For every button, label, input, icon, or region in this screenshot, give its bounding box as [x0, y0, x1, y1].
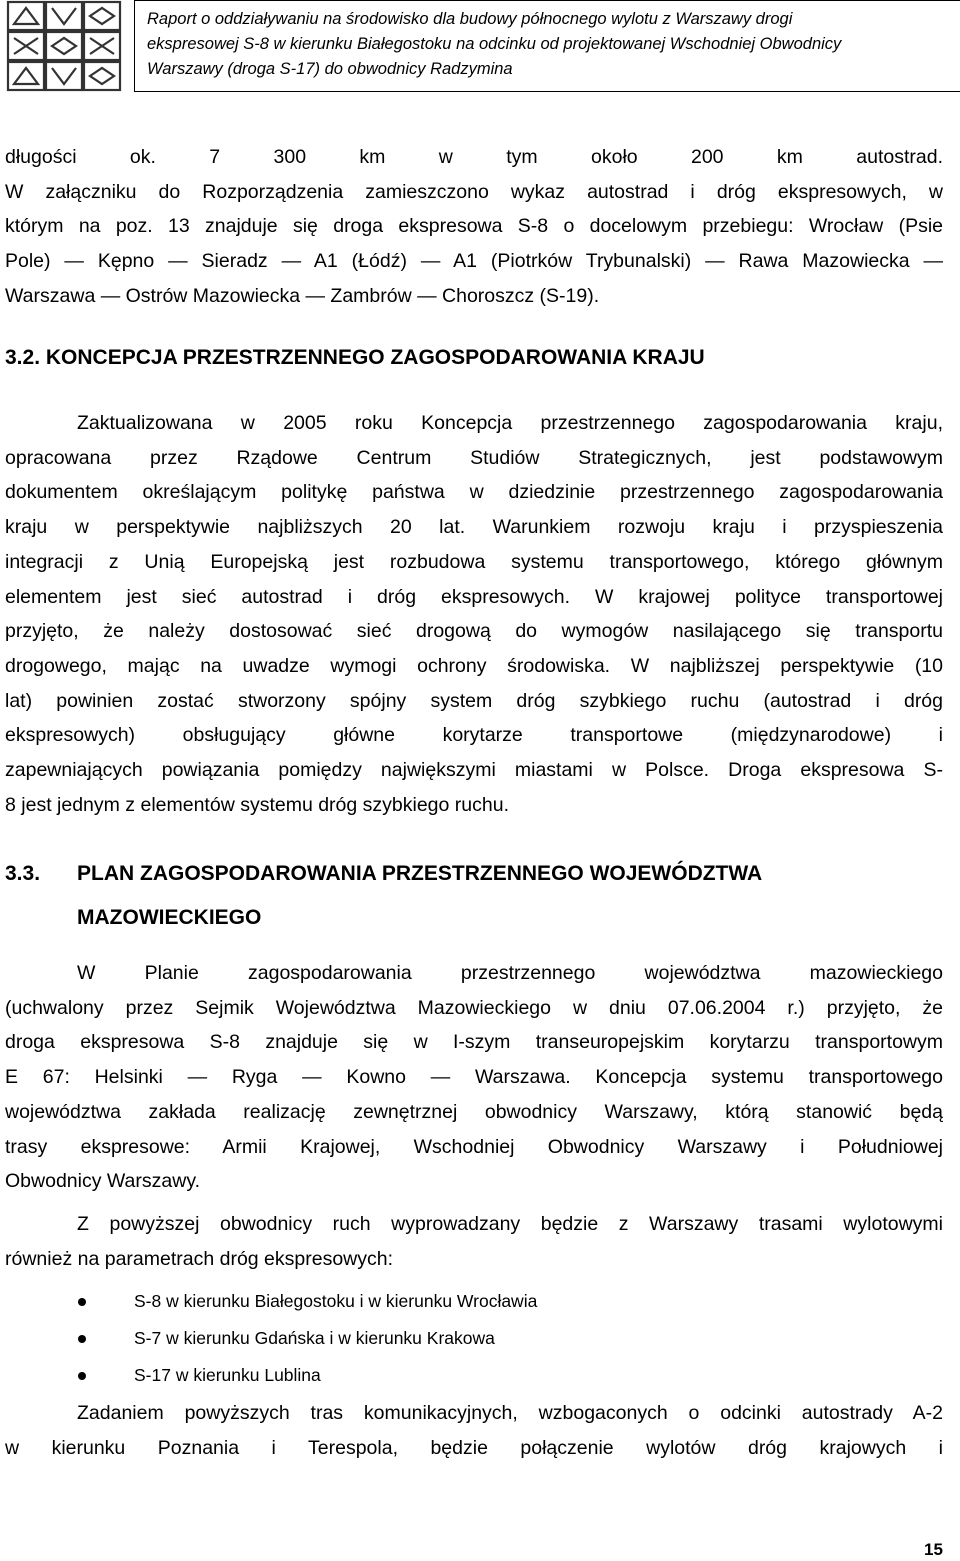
text-line: W Planie zagospodarowania przestrzennego województwa mazowieckiego: [77, 962, 943, 984]
text-line: lat) powinien zostać stworzony spójny system dróg szybkiego ruchu (autostrad i dróg: [5, 689, 943, 712]
text-line: Warszawa — Ostrów Mazowiecka — Zambrów — Choroszcz (S-19).: [5, 284, 600, 307]
text-line: opracowana przez Rządowe Centrum Studiów Strategicznych, jest podstawowym: [5, 446, 943, 469]
report-title-line-3: Warszawy (droga S-17) do obwodnicy Radzymina: [147, 60, 513, 78]
list-item-text: S-7 w kierunku Gdańska i w kierunku Krakowa: [134, 1328, 495, 1348]
text-line: Obwodnicy Warszawy.: [5, 1170, 201, 1193]
text-line: w kierunku Poznania i Terespola, będzie połączenie wylotów dróg krajowych i: [5, 1436, 943, 1459]
bullet-icon: [78, 1298, 86, 1306]
text-line: długości ok. 7 300 km w tym około 200 km autostrad.: [5, 146, 943, 168]
list-item: [76, 1357, 776, 1394]
text-line: dokumentem określającym politykę państwa w dziedzinie przestrzennego zagospodarowania: [5, 481, 943, 504]
page-number: 15: [924, 1540, 943, 1559]
report-title-box: [134, 0, 960, 92]
text-line: drogowego, mając na uwadze wymogi ochrony środowiska. W najbliższej perspektywie (10: [5, 654, 943, 677]
bullet-icon: [78, 1372, 86, 1380]
section-heading-3-2: [5, 346, 705, 370]
list-item: [76, 1320, 776, 1357]
text-line: również na parametrach dróg ekspresowych:: [5, 1247, 394, 1270]
text-line: przyjęto, że należy dostosować sieć drogową do wymogów nasilającego się transportu: [5, 620, 943, 643]
text-line: zapewniających powiązania pomiędzy największymi miastami w Polsce. Droga ekspresowa S-: [5, 759, 943, 782]
section-3-3-paragraph-3: [5, 1396, 943, 1465]
logo: [6, 0, 122, 92]
text-line: integracji z Unią Europejską jest rozbudowa systemu transportowego, którego głównym: [5, 550, 943, 573]
text-line: trasy ekspresowe: Armii Krajowej, Wschodniej Obwodnicy Warszawy i Południowej: [5, 1135, 943, 1158]
text-line: droga ekspresowa S-8 znajduje się w I-szym transeuropejskim korytarzu transportowym: [5, 1031, 943, 1054]
text-line: elementem jest sieć autostrad i dróg ekspresowych. W krajowej polityce transportowej: [5, 585, 943, 608]
text-line: Zaktualizowana w 2005 roku Koncepcja przestrzennego zagospodarowania kraju,: [77, 412, 943, 434]
section-number: 3.3.: [5, 862, 41, 885]
list-item: [76, 1283, 776, 1320]
bullet-icon: [78, 1335, 86, 1343]
text-line: (uchwalony przez Sejmik Województwa Mazowieckiego w dniu 07.06.2004 r.) przyjęto, że: [5, 996, 943, 1019]
text-line: ekspresowych) obsługujący główne korytarze transportowe (międzynarodowe) i: [5, 724, 943, 747]
text-line: W załączniku do Rozporządzenia zamieszczono wykaz autostrad i dróg ekspresowych, w: [5, 180, 943, 203]
bullet-list: [76, 1283, 776, 1394]
logo-icon: [6, 0, 122, 92]
section-title: KONCEPCJA PRZESTRZENNEGO ZAGOSPODAROWANIA KRAJU: [45, 346, 705, 369]
report-title-line-1: Raport o oddziaływaniu na środowisko dla budowy północnego wylotu z Warszawy drogi: [147, 10, 793, 28]
section-title-line-2: MAZOWIECKIEGO: [77, 906, 262, 929]
report-title-line-2: ekspresowej S-8 w kierunku Białegostoku na odcinku od projektowanej Wschodniej Obwodnicy: [147, 35, 842, 53]
section-title-line-1: PLAN ZAGOSPODAROWANIA PRZESTRZENNEGO WOJEWÓDZTWA: [77, 862, 763, 885]
text-line: województwa zakłada realizację zewnętrznej obwodnicy Warszawy, którą stanowić będą: [5, 1100, 943, 1123]
section-heading-3-3: [5, 852, 762, 940]
section-3-3-paragraph-2: [5, 1207, 943, 1276]
text-line: 8 jest jednym z elementów systemu dróg szybkiego ruchu.: [5, 793, 509, 816]
text-line: Z powyższej obwodnicy ruch wyprowadzany będzie z Warszawy trasami wylotowymi: [77, 1213, 943, 1235]
page-header: [6, 0, 956, 94]
text-line: Zadaniem powyższych tras komunikacyjnych, wzbogaconych o odcinki autostrady A-2: [77, 1402, 943, 1424]
list-item-text: S-17 w kierunku Lublina: [134, 1365, 321, 1385]
list-item-text: S-8 w kierunku Białegostoku i w kierunku Wrocławia: [134, 1291, 538, 1311]
text-line: kraju w perspektywie najbliższych 20 lat. Warunkiem rozwoju kraju i przyspieszenia: [5, 516, 943, 539]
section-number: 3.2.: [5, 346, 41, 369]
intro-paragraph: [5, 140, 943, 314]
text-line: którym na poz. 13 znajduje się droga ekspresowa S-8 o docelowym przebiegu: Wrocław (Psie: [5, 215, 943, 238]
section-3-2-paragraph: [5, 406, 943, 822]
text-line: Pole) — Kępno — Sieradz — A1 (Łódź) — A1 (Piotrków Trybunalski) — Rawa Mazowiecka —: [5, 250, 943, 273]
section-3-3-paragraph-1: [5, 956, 943, 1199]
text-line: E 67: Helsinki — Ryga — Kowno — Warszawa. Koncepcja systemu transportowego: [5, 1066, 943, 1089]
